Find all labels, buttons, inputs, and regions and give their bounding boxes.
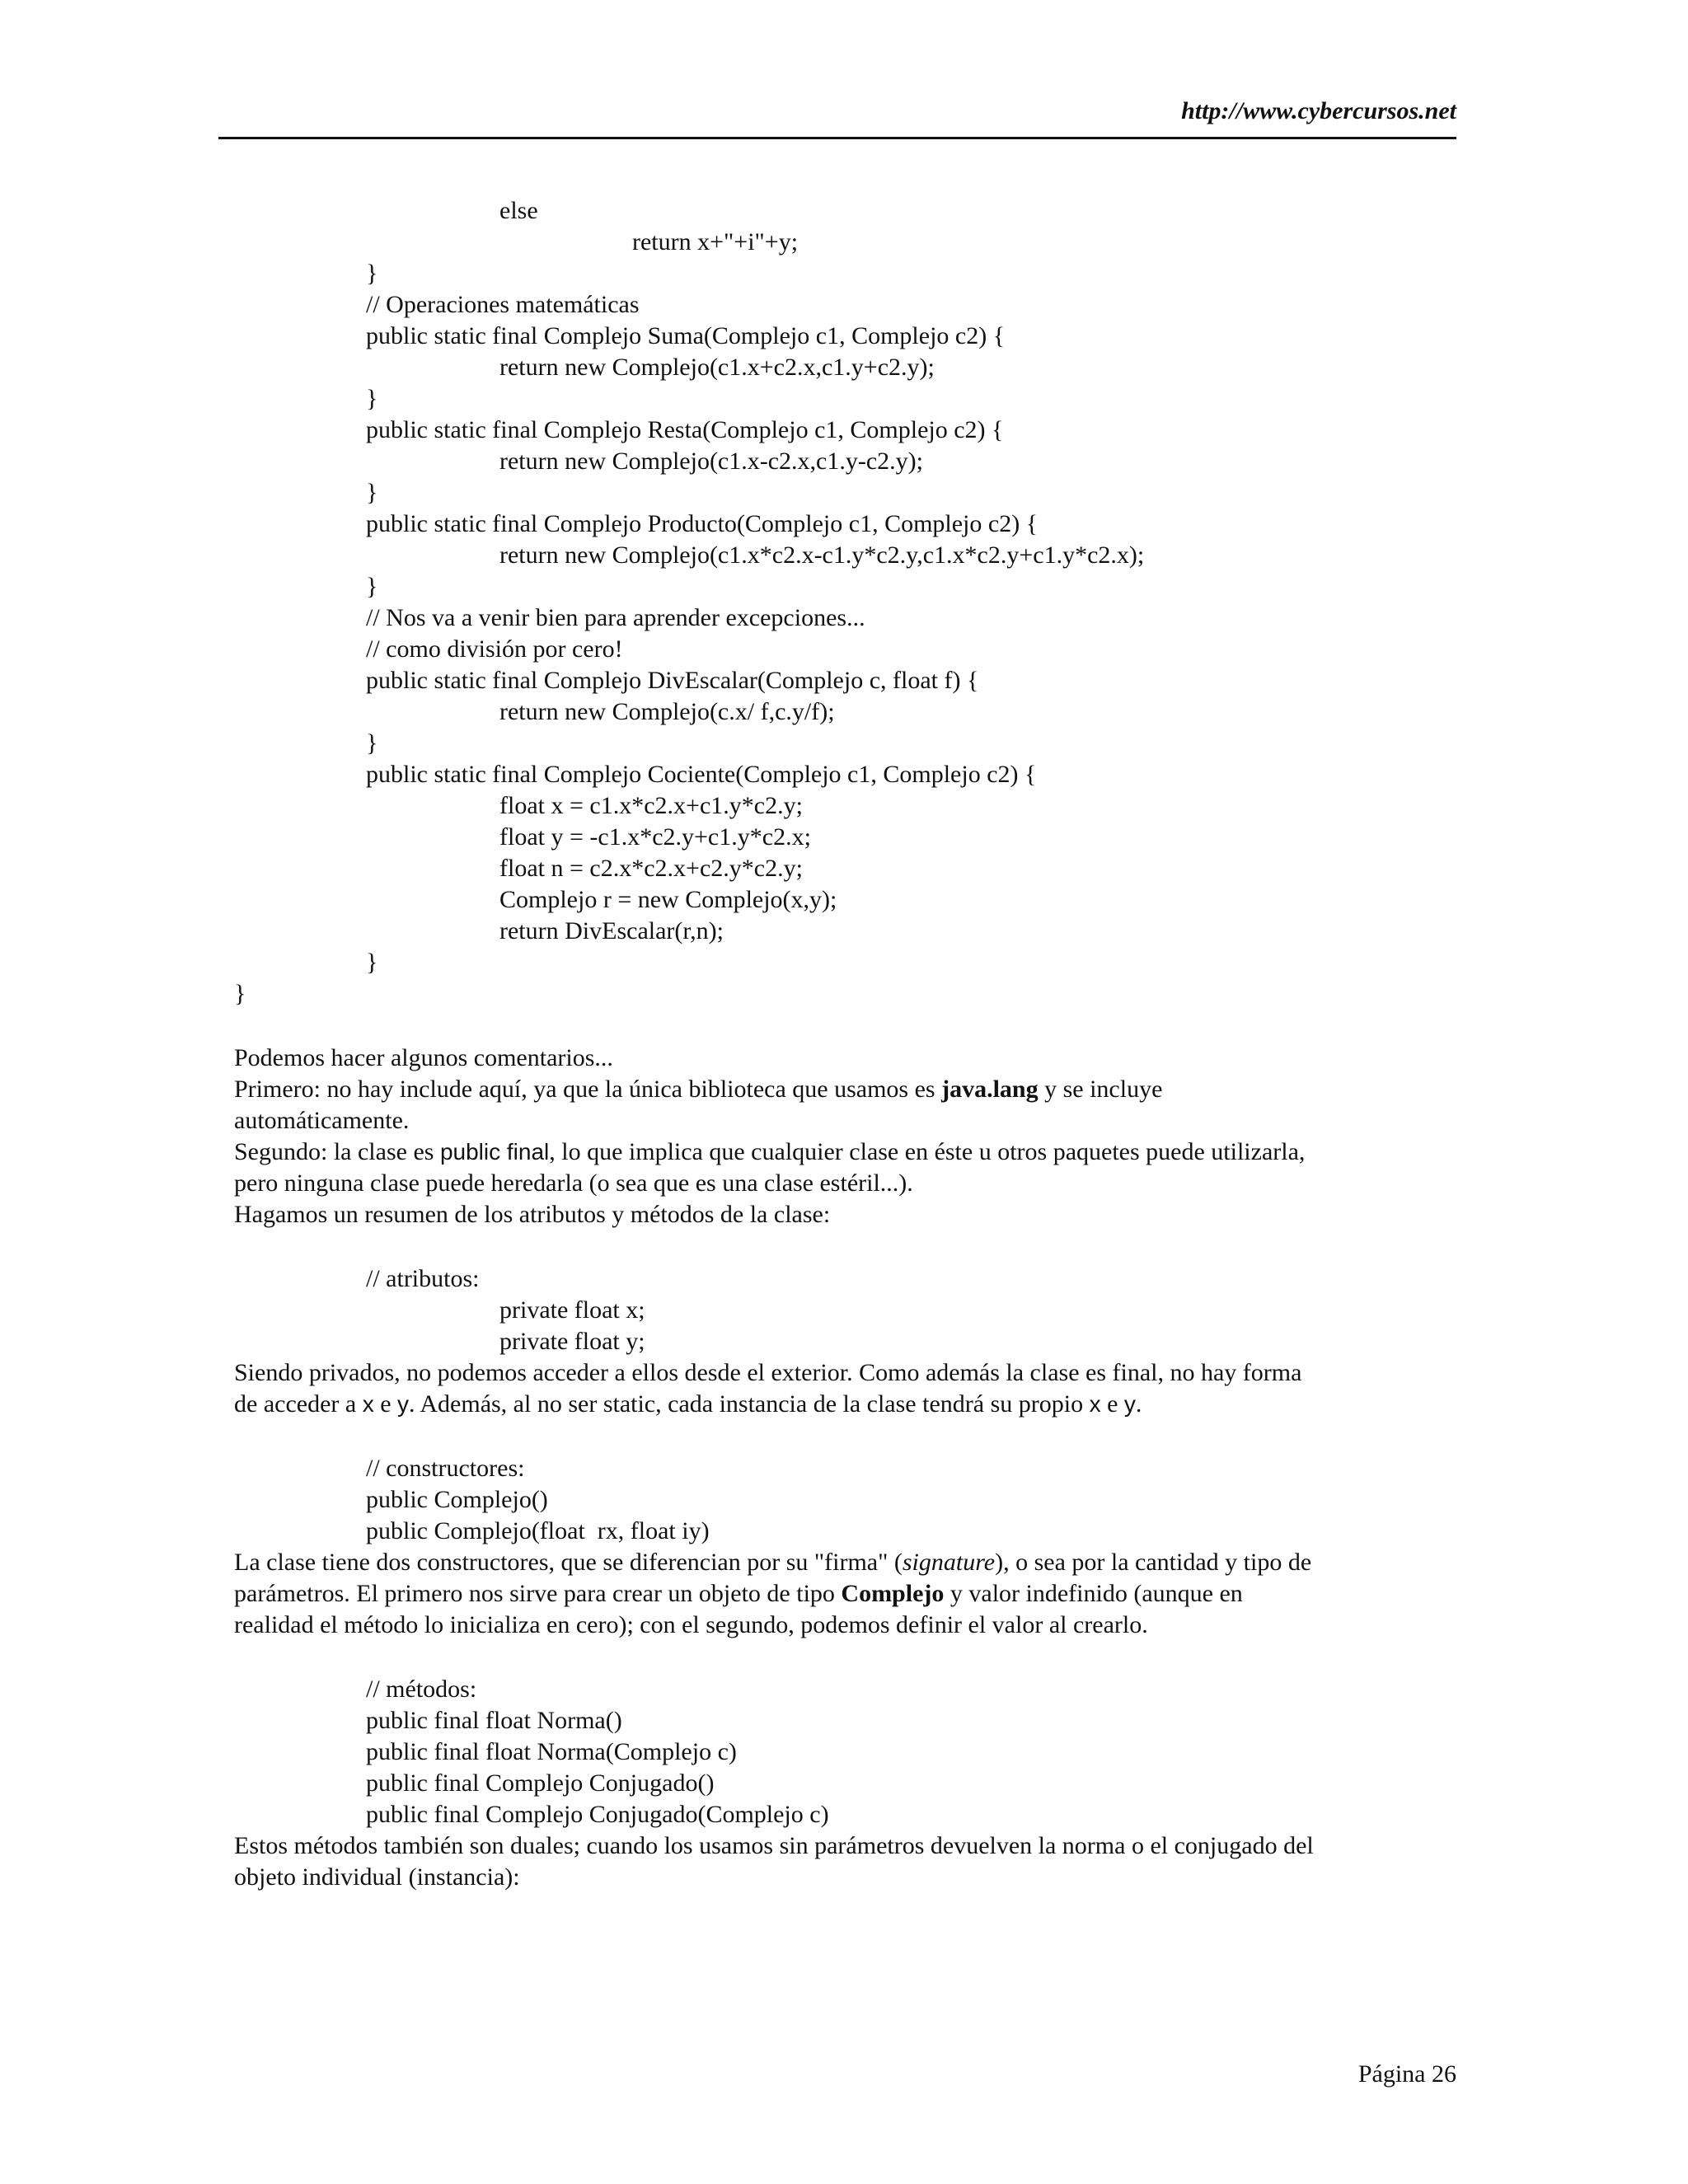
code-line: float n = c2.x*c2.x+c2.y*c2.y; (499, 855, 803, 882)
code-line: return x+"+i"+y; (632, 228, 799, 255)
text-run: e (1100, 1390, 1124, 1418)
code-line: Complejo r = new Complejo(x,y); (499, 886, 837, 913)
paragraph-line (234, 1547, 1311, 1578)
text-run: de acceder a (234, 1390, 363, 1418)
code-term: y (1123, 1391, 1136, 1417)
code-line: private float y; (499, 1328, 645, 1355)
code-term: public final (439, 1139, 550, 1165)
paragraph-line: automáticamente. (234, 1107, 410, 1134)
code-comment: // atributos: (366, 1265, 480, 1292)
paragraph-line (234, 1578, 1243, 1610)
code-term: x (362, 1391, 374, 1417)
text-run: y se incluye (1038, 1076, 1163, 1103)
paragraph-line (234, 1137, 1305, 1168)
text-run: ), o sea por la cantidad y tipo de (995, 1549, 1312, 1576)
code-line: private float x; (499, 1296, 645, 1324)
paragraph-line: realidad el método lo inicializa en cero); con el segundo, podemos definir el valor al crearlo. (234, 1611, 1148, 1638)
text-run: parámetros. El primero nos sirve para crear un objeto de tipo (234, 1580, 842, 1607)
code-comment: // Nos va a venir bien para aprender excepciones... (366, 604, 865, 631)
text-run: Segundo: la clase es (234, 1138, 440, 1165)
code-line: return DivEscalar(r,n); (499, 917, 724, 944)
code-line: } (366, 729, 378, 757)
bold-term: java.lang (941, 1076, 1039, 1103)
code-line: } (234, 980, 246, 1007)
paragraph-line (234, 1389, 1142, 1420)
text-run: e (373, 1390, 398, 1418)
code-line: } (366, 949, 378, 976)
header-rule (218, 137, 1456, 139)
code-line: public Complejo() (366, 1486, 548, 1513)
code-line: } (366, 385, 378, 412)
code-line: return new Complejo(c1.x-c2.x,c1.y-c2.y); (499, 448, 923, 475)
bold-term: Complejo (841, 1580, 945, 1607)
code-line: public final float Norma(Complejo c) (366, 1738, 737, 1765)
code-line: return new Complejo(c1.x*c2.x-c1.y*c2.y,c1.x*c2.y+c1.y*c2.x); (499, 541, 1145, 569)
code-line: } (366, 260, 378, 287)
text-run: La clase tiene dos constructores, que se diferencian por su "firma" ( (234, 1549, 903, 1576)
text-run: , lo que implica que cualquier clase en éste u otros paquetes puede utilizarla, (549, 1138, 1306, 1165)
code-line: } (366, 573, 378, 600)
code-line: public static final Complejo Resta(Complejo c1, Complejo c2) { (366, 416, 1004, 443)
code-line: else (499, 197, 538, 224)
code-line: public static final Complejo DivEscalar(Complejo c, float f) { (366, 667, 979, 694)
page-number: Página 26 (1357, 2060, 1456, 2088)
italic-term: signature (902, 1549, 996, 1576)
text-run: . Además, al no ser static, cada instancia de la clase tendrá su propio (409, 1390, 1090, 1418)
code-line: float y = -c1.x*c2.y+c1.y*c2.x; (499, 823, 811, 851)
code-line: public final Complejo Conjugado() (366, 1769, 715, 1797)
code-line: public static final Complejo Suma(Complejo c1, Complejo c2) { (366, 322, 1006, 349)
header-url: http://www.cybercursos.net (1181, 97, 1456, 124)
text-run: . (1135, 1390, 1142, 1418)
code-line: public static final Complejo Producto(Complejo c1, Complejo c2) { (366, 510, 1039, 537)
code-line: public Complejo(float rx, float iy) (366, 1517, 710, 1544)
paragraph-line: pero ninguna clase puede heredarla (o sea que es una clase estéril...). (234, 1169, 913, 1197)
code-term: x (1089, 1391, 1101, 1417)
paragraph-line: Hagamos un resumen de los atributos y métodos de la clase: (234, 1201, 831, 1228)
paragraph-line: Podemos hacer algunos comentarios... (234, 1044, 613, 1071)
code-line: public final float Norma() (366, 1707, 622, 1734)
text-run: Primero: no hay include aquí, ya que la única biblioteca que usamos es (234, 1076, 942, 1103)
paragraph-line: Estos métodos también son duales; cuando los usamos sin parámetros devuelven la norma o el conjugado del (234, 1832, 1314, 1859)
code-line: return new Complejo(c.x/ f,c.y/f); (499, 698, 835, 725)
text-run: y valor indefinido (aunque en (944, 1580, 1243, 1607)
code-comment: // constructores: (366, 1455, 525, 1482)
code-comment: // Operaciones matemáticas (366, 291, 640, 318)
code-term: y (397, 1391, 410, 1417)
code-line: public static final Complejo Cociente(Complejo c1, Complejo c2) { (366, 761, 1037, 788)
code-line: return new Complejo(c1.x+c2.x,c1.y+c2.y); (499, 354, 935, 381)
code-comment: // como división por cero! (366, 635, 623, 663)
paragraph-line: objeto individual (instancia): (234, 1863, 520, 1891)
code-line: float x = c1.x*c2.x+c1.y*c2.y; (499, 792, 803, 819)
code-comment: // métodos: (366, 1675, 477, 1703)
paragraph-line: Siendo privados, no podemos acceder a ellos desde el exterior. Como además la clase es final, no hay forma (234, 1359, 1302, 1386)
paragraph-line (234, 1074, 1162, 1105)
code-line: } (366, 479, 378, 506)
code-line: public final Complejo Conjugado(Complejo c) (366, 1801, 829, 1828)
